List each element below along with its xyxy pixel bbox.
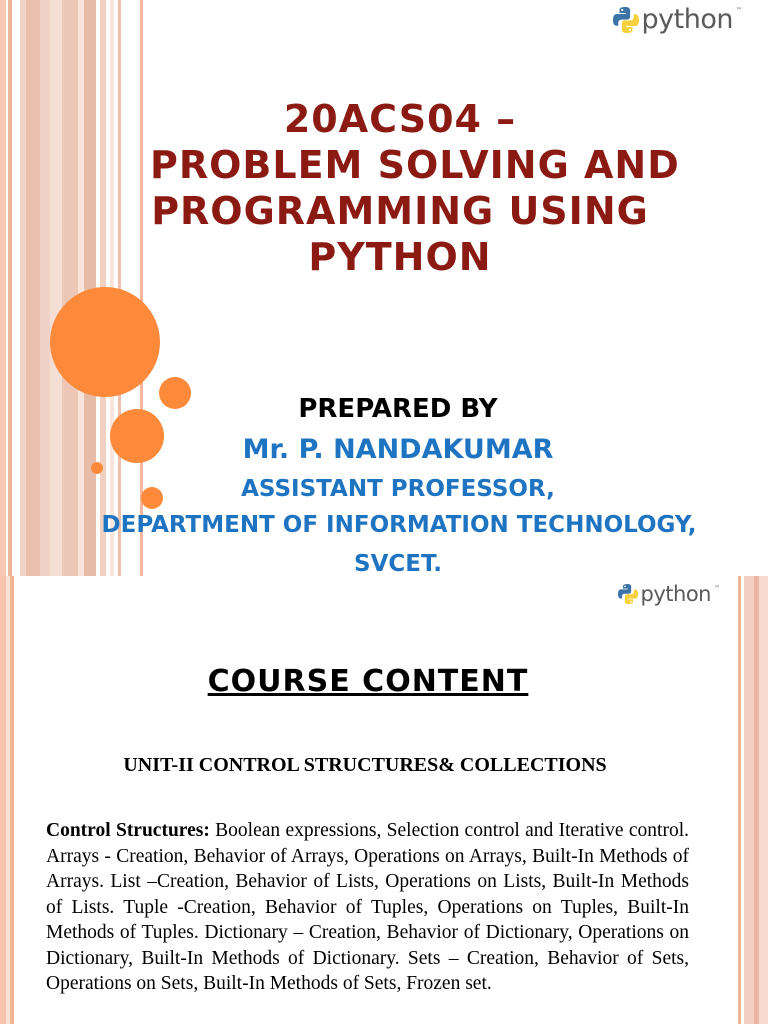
- course-content-heading: COURSE CONTENT: [207, 664, 529, 699]
- python-logo: [618, 582, 720, 606]
- body-label: Control Structures:: [46, 820, 210, 841]
- python-logo: [613, 4, 742, 35]
- author-department: DEPARTMENT OF INFORMATION TECHNOLOGY,: [101, 512, 697, 538]
- python-snake-icon: [618, 583, 638, 605]
- decorative-left-stripe: [0, 576, 14, 1024]
- author-college: SVCET.: [354, 551, 442, 576]
- course-content-slide: [0, 576, 768, 1024]
- author-name: Mr. P. NANDAKUMAR: [242, 434, 554, 465]
- trademark-mark: ™: [714, 585, 720, 592]
- course-content-body: [46, 818, 689, 997]
- body-text: Boolean expressions, Selection control and Iterative control. Arrays - Creation, Behavior of Arrays, Operations on Arrays, Built-In Methods of Arrays. List –Creation, Behavior of Lists, Operations on Lists, Built-In Methods of Lists. Tuple -Creation, Behavior of Tuples, Operations on Tuples, Built-In Methods of Tuples. Dictionary – Creation, Behavior of Dictionary, Operations on Dictionary, Built-In Methods of Dictionary. Sets – Creation, Behavior of Sets, Operations on Sets, Built-In Methods of Sets, Frozen set.: [46, 820, 689, 994]
- author-designation: ASSISTANT PROFESSOR,: [241, 476, 555, 502]
- python-logo-text: python: [641, 4, 733, 35]
- unit-heading: UNIT-II CONTROL STRUCTURES& COLLECTIONS: [123, 754, 607, 776]
- slide-title: [150, 96, 680, 280]
- title-line-3: PROGRAMMING USING: [151, 189, 649, 233]
- title-line-1: 20ACS04 –: [283, 97, 517, 141]
- title-line-2: PROBLEM SOLVING AND: [150, 143, 680, 187]
- prepared-by-label: PREPARED BY: [298, 394, 498, 424]
- decorative-right-stripes: [738, 576, 768, 1024]
- python-snake-icon: [613, 6, 639, 34]
- title-line-4: PYTHON: [308, 235, 492, 279]
- python-logo-text: python: [640, 582, 711, 606]
- trademark-mark: ™: [736, 7, 742, 14]
